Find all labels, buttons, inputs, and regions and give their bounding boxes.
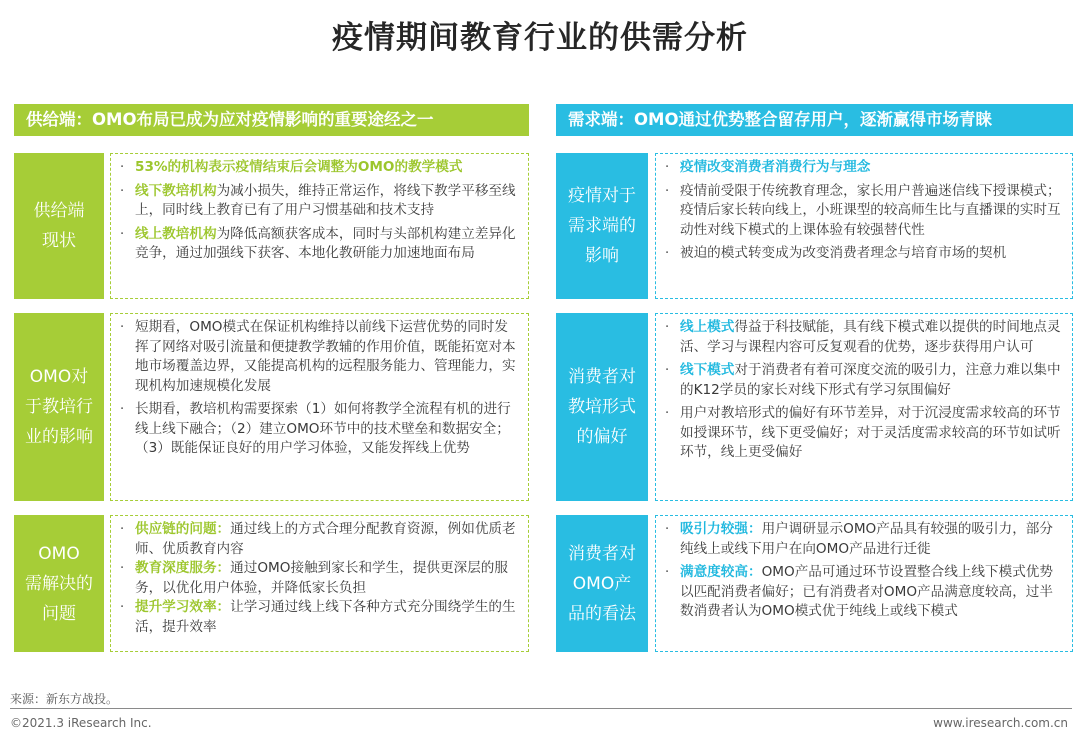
- body-text: 对于消费者有着可深度交流的吸引力，注意力难以集中的K12学员的家长对线下形式有学习氛围偏好: [680, 362, 1061, 398]
- highlight-text: 线下模式: [680, 362, 735, 378]
- page-title: 疫情期间教育行业的供需分析: [332, 20, 748, 56]
- label-text: 供给端 现状: [33, 201, 85, 251]
- omo-impact-label: [14, 313, 104, 501]
- bullet-icon: ·: [120, 160, 125, 175]
- highlight-text: 供应链的问题：: [135, 521, 231, 537]
- highlight-text: 疫情改变消费者消费行为与理念: [680, 159, 871, 175]
- highlight-text: 教育深度服务：: [135, 560, 231, 576]
- bullet-item: [117, 559, 520, 598]
- consumer-view-box: [655, 515, 1073, 652]
- bullet-item: [662, 182, 1064, 241]
- supply-status-box: [110, 153, 529, 299]
- body-text: 通过线上的方式合理分配教育资源，例如优质老师、优质教育内容: [135, 521, 516, 557]
- bullet-item: [117, 158, 520, 178]
- body-text: 得益于科技赋能，具有线下模式难以提供的时间地点灵活、学习与课程内容可反复观看的优势，逐步获得用户认可: [680, 319, 1061, 355]
- epidemic-impact-label: [556, 153, 648, 299]
- highlight-text: 线上教培机构: [135, 225, 217, 242]
- bullet-item: [117, 225, 520, 264]
- bullet-icon: ·: [665, 565, 670, 580]
- bullet-item: [662, 244, 1064, 264]
- footer-divider: [10, 708, 1072, 709]
- bullet-item: [117, 182, 520, 221]
- bullet-item: [117, 598, 520, 637]
- bullet-icon: ·: [120, 402, 125, 417]
- bullet-icon: ·: [665, 363, 670, 378]
- highlight-text: 线上模式: [680, 319, 735, 335]
- bullet-icon: ·: [120, 600, 125, 615]
- bullet-icon: ·: [665, 160, 670, 175]
- supply-header: 供给端：OMO布局已成为应对疫情影响的重要途经之一: [14, 104, 529, 136]
- body-text: 为降低高额获客成本，同时与头部机构建立差异化竞争，通过加强线下获客、本地化教研能力加速地面布局: [135, 225, 516, 261]
- bullet-icon: ·: [120, 561, 125, 576]
- website-link[interactable]: www.iresearch.com.cn: [933, 716, 1068, 730]
- body-text: 短期看，OMO模式在保证机构维持以前线下运营优势的同时发挥了网络对吸引流量和便捷教学教辅的作用价值，既能拓宽对本地市场覆盖边界，又能提高机构的远程服务能力、管理能力，实现机构加速规模化发展: [135, 319, 516, 394]
- body-text: OMO产品可通过环节设置整合线上线下模式优势以匹配消费者偏好；已有消费者对OMO产品满意度较高，过半数消费者认为OMO模式优于纯线上或线下模式: [680, 564, 1053, 619]
- bullet-icon: ·: [120, 226, 125, 242]
- body-text: 通过OMO接触到家长和学生，提供更深层的服务，以优化用户体验，并降低家长负担: [135, 560, 508, 596]
- label-text: 消费者对 OMO产 品的看法: [568, 543, 636, 624]
- bullet-icon: ·: [665, 320, 670, 335]
- bullet-item: [117, 318, 520, 396]
- label-text: 消费者对 教培形式 的偏好: [568, 367, 636, 447]
- body-text: 为减小损失，维持正常运作，将线下教学平移至线上，同时线上教育已有了用户习惯基础和技术支持: [135, 182, 516, 218]
- supply-status-label: [14, 153, 104, 299]
- highlight-text: 满意度较高：: [680, 564, 762, 580]
- bullet-item: [662, 520, 1064, 559]
- bullet-item: [117, 520, 520, 559]
- omo-problems-box: [110, 515, 529, 652]
- label-text: OMO 需解决的 问题: [25, 543, 93, 624]
- bullet-icon: ·: [120, 320, 125, 335]
- bullet-icon: ·: [665, 246, 670, 261]
- body-text: 被迫的模式转变成为改变消费者理念与培育市场的契机: [680, 245, 1007, 261]
- consumer-view-label: [556, 515, 648, 652]
- omo-problems-label: [14, 515, 104, 652]
- bullet-icon: ·: [665, 183, 670, 199]
- label-text: 疫情对于 需求端的 影响: [568, 186, 636, 266]
- source-note: 来源：新东方战投。: [10, 692, 119, 706]
- highlight-text: 53%的机构表示疫情结束后会调整为OMO的教学模式: [135, 159, 463, 175]
- consumer-preference-box: [655, 313, 1073, 501]
- bullet-icon: ·: [665, 406, 670, 421]
- highlight-text: 线下教培机构: [135, 182, 217, 199]
- bullet-item: [117, 400, 520, 459]
- epidemic-impact-box: [655, 153, 1073, 299]
- body-text: 用户对教培形式的偏好有环节差异，对于沉浸度需求较高的环节如授课环节，线下更受偏好；对于灵活度需求较高的环节如试听环节，线上更受偏好: [680, 405, 1061, 460]
- bullet-icon: ·: [120, 183, 125, 199]
- bullet-icon: ·: [120, 522, 125, 537]
- bullet-icon: ·: [665, 522, 670, 537]
- bullet-item: [662, 318, 1064, 357]
- highlight-text: 提升学习效率：: [135, 599, 231, 615]
- consumer-preference-label: [556, 313, 648, 501]
- demand-header: 需求端：OMO通过优势整合留存用户，逐渐赢得市场青睐: [556, 104, 1073, 136]
- body-text: 疫情前受限于传统教育理念，家长用户普遍迷信线下授课模式；疫情后家长转向线上，小班课型的较高师生比与直播课的实时互动性对线下模式的上课体验有较强替代性: [680, 182, 1061, 238]
- omo-impact-box: [110, 313, 529, 501]
- bullet-item: [662, 361, 1064, 400]
- body-text: 用户调研显示OMO产品具有较强的吸引力，部分纯线上或线下用户在向OMO产品进行迁徙: [680, 521, 1053, 557]
- highlight-text: 吸引力较强：: [680, 521, 762, 537]
- copyright: ©2021.3 iResearch Inc.: [10, 716, 152, 730]
- bullet-item: [662, 404, 1064, 463]
- label-text: OMO对 于教培行 业的影响: [25, 367, 93, 447]
- body-text: 让学习通过线上线下各种方式充分围绕学生的生活，提升效率: [135, 599, 516, 635]
- bullet-item: [662, 158, 1064, 178]
- body-text: 长期看，教培机构需要探索（1）如何将教学全流程有机的进行线上线下融合；（2）建立OMO环节中的技术壁垒和数据安全；（3）既能保证良好的用户学习体验，又能发挥线上优势: [135, 401, 511, 456]
- bullet-item: [662, 563, 1064, 622]
